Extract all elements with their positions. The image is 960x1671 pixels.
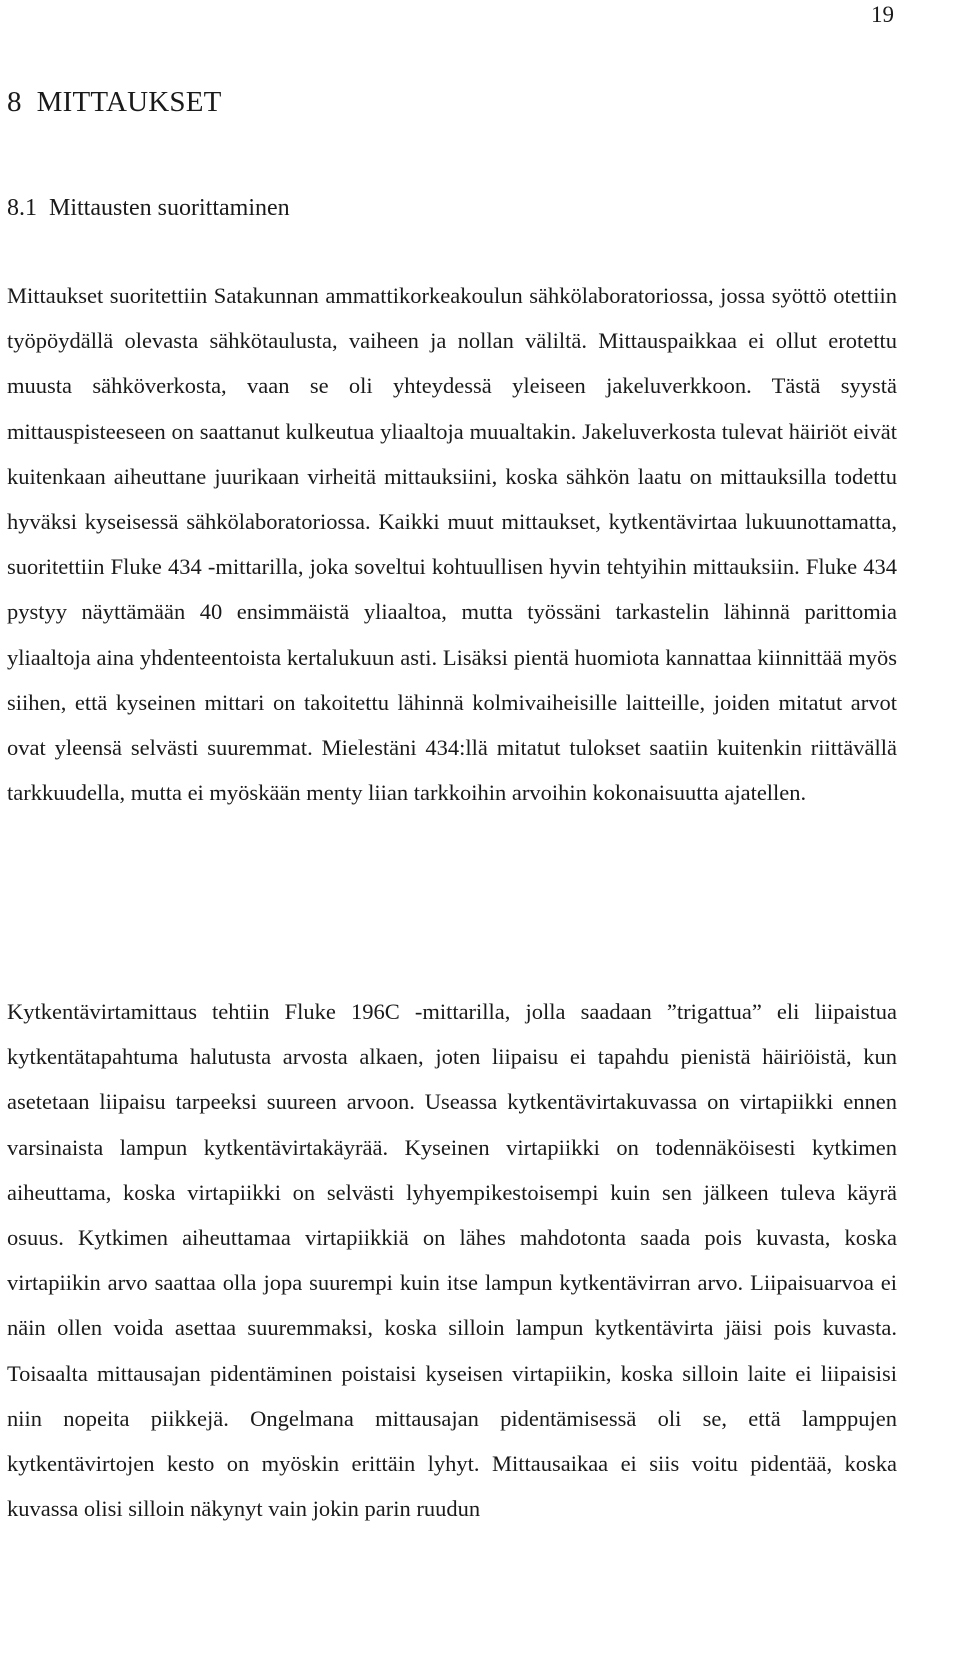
body-paragraph-1: Mittaukset suoritettiin Satakunnan ammattikorkeakoulun sähkölaboratoriossa, jossa syöttö otettiin työpöydällä olevasta sähkötaulusta, vaiheen ja nollan väliltä. Mittauspaikkaa ei ollut erotettu muusta sähköverkosta, vaan se oli yhteydessä yleiseen jakeluverkkoon. Tästä syystä mittauspisteeseen on saattanut kulkeutua yliaaltoja muualtakin. Jakeluverkosta tulevat häiriöt eivät kuitenkaan aiheuttane juurikaan virheitä mittauksiini, koska sähkön laatu on mittauksilla todettu hyväksi kyseisessä sähkölaboratoriossa. Kaikki muut mittaukset, kytkentävirtaa lukuunottamatta, suoritettiin Fluke 434 -mittarilla, joka soveltui kohtuullisen hyvin tehtyihin mittauksiin. Fluke 434 pystyy näyttämään 40 ensimmäistä yliaaltoa, mutta työssäni tarkastelin lähinnä parittomia yliaaltoja aina yhdenteentoista kertalukuun asti. Lisäksi pientä huomiota kannattaa kiinnittää myös siihen, että kyseinen mittari on takoitettu lähinnä kolmivaiheisille laitteille, joiden mitatut arvot ovat yleensä selvästi suuremmat. Mielestäni 434:llä mitatut tulokset saatiin kuitenkin riittävällä tarkkuudella, mutta ei myöskään menty liian tarkkoihin arvoihin kokonaisuutta ajatellen.: [7, 283, 897, 806]
body-paragraph-2: Kytkentävirtamittaus tehtiin Fluke 196C -mittarilla, jolla saadaan ”trigattua” eli liipaistua kytkentätapahtuma halutusta arvosta alkaen, joten liipaisu ei tapahdu pienistä häiriöistä, kun asetetaan liipaisu tarpeeksi suureen arvoon. Useassa kytkentävirtakuvassa on virtapiikki ennen varsinaista lampun kytkentävirtakäyrää. Kyseinen virtapiikki on todennäköisesti kytkimen aiheuttama, koska virtapiikki on selvästi lyhyempikestoisempi kuin sen jälkeen tuleva käyrä osuus. Kytkimen aiheuttamaa virtapiikkiä on lähes mahdotonta saada pois kuvasta, koska virtapiikin arvo saattaa olla jopa suurempi kuin itse lampun kytkentävirran arvo. Liipaisuarvoa ei näin ollen voida asettaa suuremmaksi, koska silloin lampun kytkentävirta jäisi pois kuvasta. Toisaalta mittausajan pidentäminen poistaisi kyseisen virtapiikin, koska silloin laite ei liipaisisi niin nopeita piikkejä. Ongelmana mittausajan pidentämisessä oli se, että lamppujen kytkentävirtojen kesto on myöskin erittäin lyhyt. Mittausaikaa ei siis voitu pidentää, koska kuvassa olisi silloin näkynyt vain jokin parin ruudun: [7, 999, 897, 1522]
section-heading: 8.1 Mittausten suorittaminen: [7, 195, 290, 221]
page-number: 19: [871, 2, 894, 27]
chapter-heading: 8 MITTAUKSET: [7, 86, 222, 118]
